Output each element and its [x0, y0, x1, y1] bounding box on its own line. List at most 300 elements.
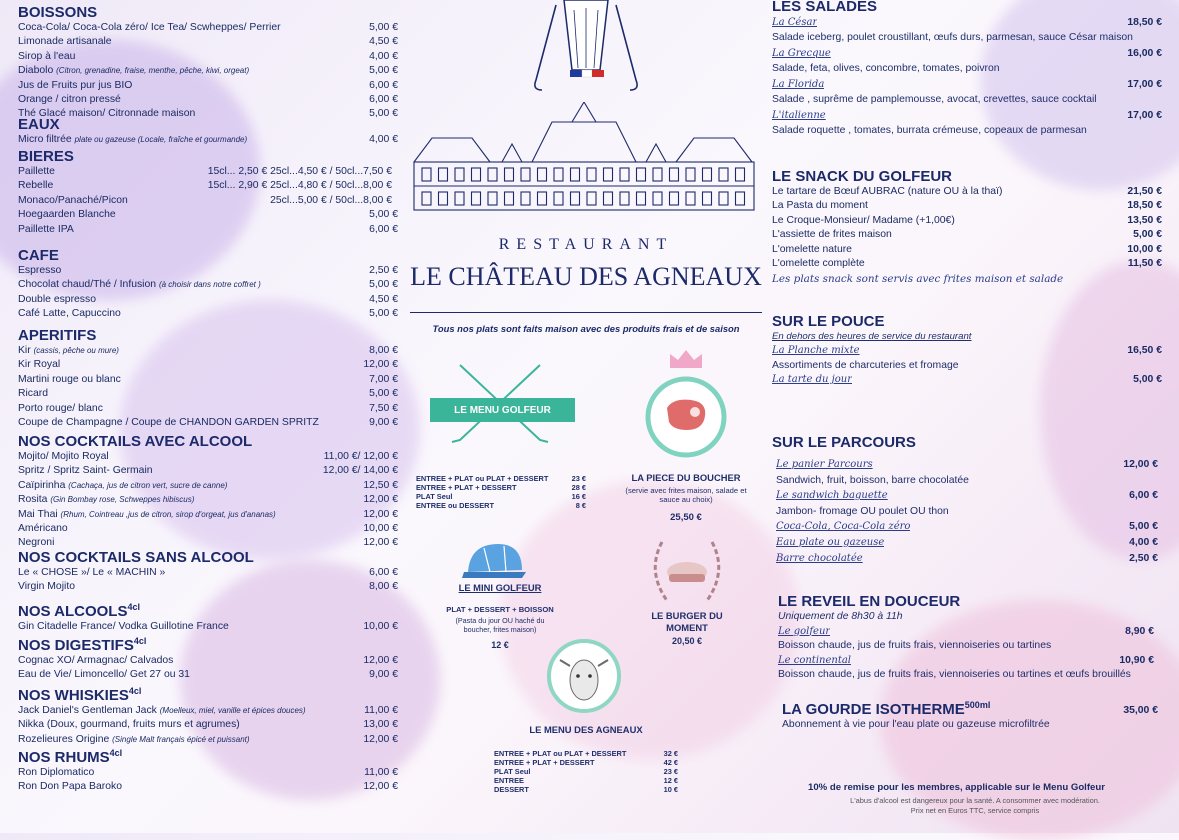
formula-label: ENTREE + PLAT ou PLAT + DESSERT — [416, 474, 549, 483]
menu-item-label: Paillette — [18, 166, 55, 177]
section-title-text: NOS RHUMS — [18, 749, 110, 766]
menu-item-note: plate ou gazeuse (Locale, fraîche et gourmande) — [74, 135, 248, 144]
menu-item — [776, 488, 1158, 504]
menu-item-label: Jack Daniel's Gentleman Jack — [18, 705, 157, 716]
legal-alcohol: L'abus d'alcool est dangereux pour la santé. A consommer avec modération. — [850, 796, 1100, 805]
formula-label: ENTREE — [494, 776, 524, 785]
menu-item-desc: Salade roquette , tomates, burrata crémeuse, copeaux de parmesan — [772, 125, 1087, 136]
menu-item-price: 5,00 € — [369, 279, 398, 291]
menu-item — [772, 257, 1162, 271]
section-title-gourde — [782, 697, 1158, 718]
menu-item-name — [18, 293, 96, 307]
formula-label: ENTREE + PLAT + DESSERT — [494, 758, 595, 767]
menu-item-name — [18, 780, 122, 794]
menu-agneaux-title: LE MENU DES AGNEAUX — [529, 724, 643, 735]
menu-item-label: Mai Thai — [18, 508, 58, 520]
menu-item-price: 12,00 € — [1123, 459, 1158, 470]
mini-golfeur-sub: PLAT + DESSERT + BOISSON — [446, 605, 554, 614]
menu-item-label: Ron Don Papa Baroko — [18, 781, 122, 793]
formula-label: PLAT Seul — [416, 492, 453, 501]
menu-item — [18, 780, 398, 794]
menu-item — [18, 278, 398, 292]
menu-item — [18, 718, 398, 732]
section-title-text: EAUX — [18, 116, 60, 133]
menu-item-price: 9,00 € — [369, 417, 398, 429]
menu-item-price: 12,00 € — [363, 537, 398, 549]
menu-item-name — [18, 133, 247, 147]
menu-item — [18, 307, 398, 321]
section-title-text: LA GOURDE ISOTHERME — [782, 701, 965, 718]
formula-price: 32 € — [663, 749, 678, 758]
sheep-icon — [544, 636, 624, 716]
menu-item-name — [18, 566, 165, 580]
menu-item — [776, 519, 1158, 535]
menu-item-label: Monaco/Panaché/Picon — [18, 194, 128, 206]
menu-item-price: 2,50 € — [1129, 552, 1158, 564]
crown-icon — [666, 348, 706, 372]
menu-item-name — [18, 522, 68, 536]
menu-item-label: Américano — [18, 523, 68, 535]
section-title-unit: 4cl — [127, 602, 140, 612]
section-pouce — [772, 313, 1162, 388]
menu-item-name — [18, 93, 121, 107]
formula-label: ENTREE ou DESSERT — [416, 501, 495, 510]
section-title-unit: 4cl — [133, 636, 147, 646]
section-aperitifs — [18, 327, 398, 430]
menu-item-price: 13,00 € — [363, 719, 398, 731]
menu-item-name — [18, 194, 128, 208]
section-cocktails — [18, 433, 398, 551]
menu-item-name — [18, 50, 75, 64]
menu-item-price: 12,00 €/ 14,00 € — [322, 465, 398, 477]
menu-item-price: 6,00 € — [1129, 490, 1158, 502]
menu-item — [772, 228, 1162, 242]
section-title-eaux — [18, 116, 398, 133]
section-title-bieres — [18, 148, 398, 165]
burger-title: LE BURGER DU MOMENT — [651, 610, 723, 633]
section-rhums — [18, 745, 398, 795]
menu-item-label: Chocolat chaud/Thé / Infusion — [18, 279, 157, 291]
menu-item-label: Rebelle — [18, 180, 54, 192]
burger-block — [632, 610, 742, 646]
menu-item-note: (Gin Bombay rose, Schweppes hibiscus) — [50, 495, 195, 505]
menu-item-label: Eau de Vie/ Limoncello/ Get 27 ou 31 — [18, 669, 190, 681]
menu-item-name: L'assiette de frites maison — [772, 229, 892, 241]
menu-item-name: Coca-Cola, Coca-Cola zéro — [776, 521, 911, 533]
section-title-parcours — [772, 434, 1162, 451]
menu-item-label: Ron Diplomatico — [18, 767, 95, 778]
menu-item-price: 5,00 € — [369, 388, 398, 400]
menu-item-label: Kir — [18, 345, 31, 356]
section-snack — [772, 168, 1162, 285]
menu-item-label: Kir Royal — [18, 359, 61, 371]
menu-item-price: 6,00 € — [369, 223, 398, 235]
menu-item-name — [18, 165, 55, 179]
formula-line — [494, 749, 678, 758]
menu-item — [776, 551, 1158, 567]
menu-item — [18, 580, 398, 594]
menu-item — [18, 165, 398, 179]
section-title-text: BIERES — [18, 148, 74, 165]
menu-item-name — [18, 179, 53, 193]
menu-item-name — [18, 654, 173, 668]
section-title-text: SUR LE POUCE — [772, 313, 885, 330]
menu-item-name: La Pasta du moment — [772, 200, 868, 212]
menu-item-note: (Single Malt français épicé et puissant) — [112, 734, 250, 744]
menu-item-price: 6,00 € — [369, 79, 398, 91]
menu-item-desc: Sandwich, fruit, boisson, barre chocolatée — [776, 474, 969, 486]
menu-item-price: 5,00 € — [369, 308, 398, 320]
section-bieres — [18, 148, 398, 237]
formula-line — [494, 758, 678, 767]
section-title-text: CAFE — [18, 247, 59, 264]
section-title-cocktails — [18, 433, 398, 450]
menu-item-label: Paillette IPA — [18, 223, 74, 235]
menu-golfeur-prices — [416, 474, 586, 510]
restaurant-label: RESTAURANT — [498, 236, 674, 253]
menu-item-price: 5,00 € — [1133, 374, 1162, 386]
menu-item-name: L'italienne — [772, 110, 826, 121]
menu-item-price: 13,50 € — [1127, 214, 1162, 226]
menu-item — [772, 15, 1162, 30]
menu-item-price: 5,00 € — [369, 22, 398, 33]
menu-item-price: 18,50 € — [1127, 17, 1162, 28]
section-title-unit: 4cl — [109, 748, 123, 758]
menu-item-name — [18, 79, 132, 93]
menu-item-price: 10,00 € — [363, 621, 398, 632]
reveil-subtitle: Uniquement de 8h30 à 11h — [778, 611, 903, 622]
menu-item-name — [18, 373, 121, 387]
menu-item — [18, 35, 398, 49]
menu-item-name: L'omelette nature — [772, 243, 852, 255]
menu-item — [18, 179, 398, 193]
menu-item — [772, 46, 1162, 61]
menu-item-price: 10,90 € — [1119, 654, 1154, 666]
menu-item-price: 5,00 € — [1129, 521, 1158, 533]
menu-item — [18, 416, 398, 430]
menu-item-price: 11,00 € — [364, 705, 398, 716]
menu-item-note: (Cachaça, jus de citron vert, sucre de canne) — [68, 480, 228, 490]
formula-line — [494, 776, 678, 785]
menu-item-price: 9,00 € — [369, 669, 398, 681]
menu-item-label: Espresso — [18, 265, 62, 276]
menu-golfeur-banner — [430, 398, 575, 422]
menu-item-price: 11,00 € — [364, 767, 398, 778]
menu-item-price: 10,00 € — [363, 523, 398, 535]
menu-item-name — [18, 718, 240, 732]
menu-item — [778, 654, 1154, 669]
section-title-sans_alcool — [18, 549, 398, 566]
menu-item-name: Le Croque-Monsieur/ Madame (+1,00€) — [772, 214, 955, 226]
menu-item-desc: Salade, feta, olives, concombre, tomates, poivron — [772, 63, 1000, 74]
menu-item-price: 4,00 € — [1129, 536, 1158, 548]
menu-item — [18, 93, 398, 107]
member-discount: 10% de remise pour les membres, applicable sur le Menu Golfeur — [808, 782, 1105, 793]
menu-item-name — [18, 35, 112, 49]
menu-item-name — [18, 264, 61, 278]
menu-item-label: Limonade artisanale — [18, 36, 112, 48]
menu-item-sizes: 25cl...5,00 € / 50cl...8,00 € — [270, 194, 392, 206]
menu-item-name — [18, 668, 190, 682]
menu-item-name — [18, 402, 103, 416]
section-title-unit: 500ml — [964, 700, 991, 710]
formula-line — [494, 767, 678, 776]
formula-price: 42 € — [663, 758, 678, 767]
menu-item — [772, 108, 1162, 123]
menu-item — [18, 264, 398, 278]
section-title-text: NOS WHISKIES — [18, 687, 129, 704]
section-title-text: NOS COCKTAILS SANS ALCOOL — [18, 549, 254, 566]
menu-item-label: Micro filtrée — [18, 134, 72, 145]
menu-item-price: 4,00 € — [369, 50, 398, 62]
menu-item — [18, 133, 398, 147]
menu-item-label: Café Latte, Capuccino — [18, 308, 121, 320]
menu-item-label: Negroni — [18, 537, 55, 549]
menu-item-price: 2,50 € — [369, 265, 398, 276]
section-title-cafe — [18, 247, 398, 264]
menu-item — [18, 508, 398, 522]
section-title-text: NOS DIGESTIFS — [18, 637, 134, 654]
menu-item-name: Le sandwich baguette — [776, 490, 888, 502]
mini-golfeur-title: LE MINI GOLFEUR — [458, 582, 542, 593]
section-title-text: LE REVEIL EN DOUCEUR — [778, 593, 961, 610]
formula-label: ENTREE + PLAT + DESSERT — [416, 483, 517, 492]
menu-item-name — [18, 278, 261, 292]
menu-item-name — [18, 580, 75, 594]
formula-label: DESSERT — [494, 785, 529, 794]
menu-golfeur-title: LE MENU GOLFEUR — [454, 404, 551, 416]
menu-item-name — [18, 21, 281, 35]
menu-item-price: 4,00 € — [369, 134, 398, 145]
menu-item-label: Ricard — [18, 388, 49, 400]
menu-item-name: Le tartare de Bœuf AUBRAC (nature OU à la thaï) — [772, 186, 1003, 197]
menu-item — [18, 194, 398, 208]
menu-item — [18, 208, 398, 222]
menu-item-name — [18, 450, 109, 464]
menu-item-label: Cognac XO/ Armagnac/ Calvados — [18, 655, 174, 666]
menu-item-price: 12,00 € — [363, 781, 398, 793]
menu-item-note: (cassis, pêche ou mure) — [33, 346, 119, 355]
menu-item-desc: Boisson chaude, jus de fruits frais, viennoiseries ou tartines — [778, 640, 1052, 651]
formula-price: 23 € — [571, 474, 586, 483]
menu-item-price: 5,00 € — [369, 108, 398, 120]
menu-item-name: La Florida — [772, 79, 825, 90]
gourde-price: 35,00 € — [1123, 704, 1158, 716]
formula-line — [416, 501, 586, 510]
menu-item-name — [18, 704, 306, 718]
menu-item — [18, 387, 398, 401]
section-reveil — [778, 593, 1168, 683]
menu-item-name — [18, 766, 94, 780]
menu-item-name — [18, 493, 194, 507]
menu-item-note: (à choisir dans notre coffret ) — [158, 280, 261, 290]
menu-item-name — [18, 64, 249, 78]
menu-item-price: 11,00 €/ 12,00 € — [323, 451, 398, 462]
formula-label: ENTREE + PLAT ou PLAT + DESSERT — [494, 749, 627, 758]
section-title-text: BOISSONS — [18, 4, 98, 21]
menu-item-desc: Assortiments de charcuteries et fromage — [772, 359, 959, 371]
formula-price: 8 € — [575, 501, 586, 510]
piece-boucher-block — [618, 472, 754, 523]
menu-item-price: 16,00 € — [1127, 48, 1162, 59]
section-parcours — [772, 434, 1162, 566]
chateau-illustration — [412, 102, 756, 212]
section-title-rhums — [18, 745, 398, 766]
menu-item — [18, 493, 398, 507]
section-salades — [772, 0, 1162, 139]
menu-item — [772, 77, 1162, 92]
menu-item — [18, 50, 398, 64]
menu-item-price: 17,00 € — [1127, 79, 1162, 90]
menu-item-price: 12,00 € — [363, 508, 398, 520]
menu-item-price: 8,90 € — [1125, 625, 1154, 637]
menu-item — [772, 214, 1162, 228]
section-title-snack — [772, 168, 1162, 185]
section-title-text: APERITIFS — [18, 327, 97, 344]
menu-item-label: Porto rouge/ blanc — [18, 402, 103, 414]
menu-item-name: Le continental — [778, 654, 851, 666]
section-whiskies — [18, 683, 398, 747]
menu-item-label: Spritz / Spritz Saint- Germain — [18, 465, 153, 477]
menu-item — [18, 522, 398, 536]
formula-price: 23 € — [663, 767, 678, 776]
menu-item-label: Le « CHOSE »/ Le « MACHIN » — [18, 567, 166, 578]
menu-item-note: (Rhum, Cointreau ,jus de citron, sirop d'orgeat, jus d'ananas) — [60, 509, 276, 519]
menu-item-name — [18, 416, 319, 430]
section-title-text: LES SALADES — [772, 0, 878, 15]
menu-item-name: La Planche mixte — [772, 345, 860, 357]
menu-item — [18, 450, 398, 464]
menu-item-label: Martini rouge ou blanc — [18, 373, 121, 385]
section-title-reveil — [778, 593, 1168, 610]
section-title-boissons — [18, 4, 398, 21]
menu-item — [18, 293, 398, 307]
menu-item-label: Coupe de Champagne / Coupe de CHANDON GARDEN SPRITZ — [18, 417, 319, 429]
menu-item-price: 12,50 € — [363, 479, 398, 491]
section-alcools — [18, 599, 398, 634]
menu-item-label: Hoegaarden Blanche — [18, 209, 116, 221]
menu-item-label: Gin Citadelle France/ Vodka Guillotine France — [18, 621, 229, 632]
menu-item-name: L'omelette complète — [772, 258, 865, 270]
menu-item-price: 6,00 € — [369, 567, 398, 578]
menu-item-price: 16,50 € — [1127, 345, 1162, 357]
menu-item-price: 5,00 € — [1133, 229, 1162, 241]
piece-boucher-title: LA PIECE DU BOUCHER — [631, 472, 741, 483]
menu-item — [772, 344, 1162, 358]
menu-item — [18, 223, 398, 237]
menu-item — [772, 373, 1162, 387]
menu-item-price: 12,00 € — [363, 494, 398, 506]
menu-item-name: Eau plate ou gazeuse — [776, 536, 885, 548]
section-boissons — [18, 4, 398, 122]
section-title-text: NOS COCKTAILS AVEC ALCOOL — [18, 433, 253, 450]
section-sans_alcool — [18, 549, 398, 595]
section-title-text: SUR LE PARCOURS — [772, 434, 916, 451]
piece-boucher-price: 25,50 € — [670, 512, 702, 523]
menu-item-desc: Boisson chaude, jus de fruits frais, viennoiseries ou tartines et œufs brouillés — [778, 669, 1131, 680]
menu-item-note: (Citron, grenadine, fraise, menthe, pêche, kiwi, orgeat) — [56, 66, 250, 76]
menu-item-sizes: 15cl... 2,90 € 25cl...4,80 € / 50cl...8,00 € — [207, 180, 392, 192]
menu-item — [776, 457, 1158, 473]
menu-item-name — [18, 358, 60, 372]
formula-line — [416, 483, 586, 492]
menu-agneaux-prices — [494, 749, 678, 794]
section-eaux — [18, 116, 398, 147]
chef-hat-golf-icon — [526, 0, 646, 100]
laurel-burger-icon — [642, 532, 732, 612]
menu-item-price: 5,00 € — [369, 209, 398, 221]
formula-line — [416, 474, 586, 483]
menu-item-label: Thé Glacé maison/ Citronnade maison — [18, 108, 196, 120]
menu-item-name — [18, 508, 276, 522]
menu-item-price: 12,00 € — [363, 733, 398, 745]
menu-item-name — [18, 223, 74, 237]
restaurant-name: LE CHÂTEAU DES AGNEAUX — [410, 262, 762, 291]
mini-golfeur-desc: (Pasta du jour OU haché du boucher, frites maison) — [455, 616, 545, 634]
steak-icon — [643, 374, 729, 460]
menu-item — [18, 21, 398, 35]
menu-item-price: 6,00 € — [369, 94, 398, 106]
menu-item-name: La César — [772, 17, 818, 28]
menu-item — [18, 668, 398, 682]
menu-item-name — [18, 387, 48, 401]
menu-item-price: 4,50 € — [369, 293, 398, 305]
menu-item-price: 4,50 € — [369, 36, 398, 48]
formula-line — [416, 492, 586, 501]
menu-item-price: 8,00 € — [369, 581, 398, 593]
menu-item-price: 8,00 € — [369, 345, 398, 356]
menu-item-sizes: 15cl... 2,50 € 25cl...4,50 € / 50cl...7,50 € — [207, 166, 392, 177]
menu-item-label: Sirop à l'eau — [18, 50, 76, 62]
pouce-subtitle: En dehors des heures de service du restaurant — [772, 331, 972, 342]
gourde-title — [782, 697, 990, 718]
menu-item-label: Jus de Fruits pur jus BIO — [18, 79, 133, 91]
menu-item — [18, 79, 398, 93]
menu-item-price: 11,50 € — [1127, 258, 1162, 270]
mini-golfeur-price: 12 € — [491, 640, 509, 650]
formula-label: PLAT Seul — [494, 767, 531, 776]
section-title-whiskies — [18, 683, 398, 704]
menu-item — [18, 654, 398, 668]
menu-item-name: Barre chocolatée — [776, 552, 863, 564]
section-title-text: LE SNACK DU GOLFEUR — [772, 168, 952, 185]
menu-item — [18, 464, 398, 478]
section-title-unit: 4cl — [128, 686, 142, 696]
menu-item — [772, 185, 1162, 199]
menu-item — [18, 358, 398, 372]
cap-icon — [460, 536, 530, 586]
menu-item — [776, 535, 1158, 551]
menu-item — [772, 243, 1162, 257]
section-title-alcools — [18, 599, 398, 620]
menu-item-label: Coca-Cola/ Coca-Cola zéro/ Ice Tea/ Scwheppes/ Perrier — [18, 22, 281, 33]
menu-item-price: 5,00 € — [369, 65, 398, 77]
menu-item-label: Double espresso — [18, 293, 96, 305]
menu-item-price: 21,50 € — [1127, 186, 1162, 197]
parcours-items — [776, 457, 1162, 566]
menu-item-note: (Moelleux, miel, vanille et épices douces) — [159, 706, 306, 715]
menu-item-label: Orange / citron pressé — [18, 94, 121, 106]
menu-item-desc: Jambon- fromage OU poulet OU thon — [776, 505, 949, 517]
menu-item — [18, 566, 398, 580]
menu-item-price: 7,00 € — [369, 373, 398, 385]
section-title-salades — [772, 0, 1162, 15]
menu-item-name — [18, 479, 227, 493]
menu-item-label: Diabolo — [18, 65, 54, 77]
menu-item-name — [18, 307, 121, 321]
section-digestifs — [18, 633, 398, 683]
menu-item-name — [18, 344, 119, 358]
